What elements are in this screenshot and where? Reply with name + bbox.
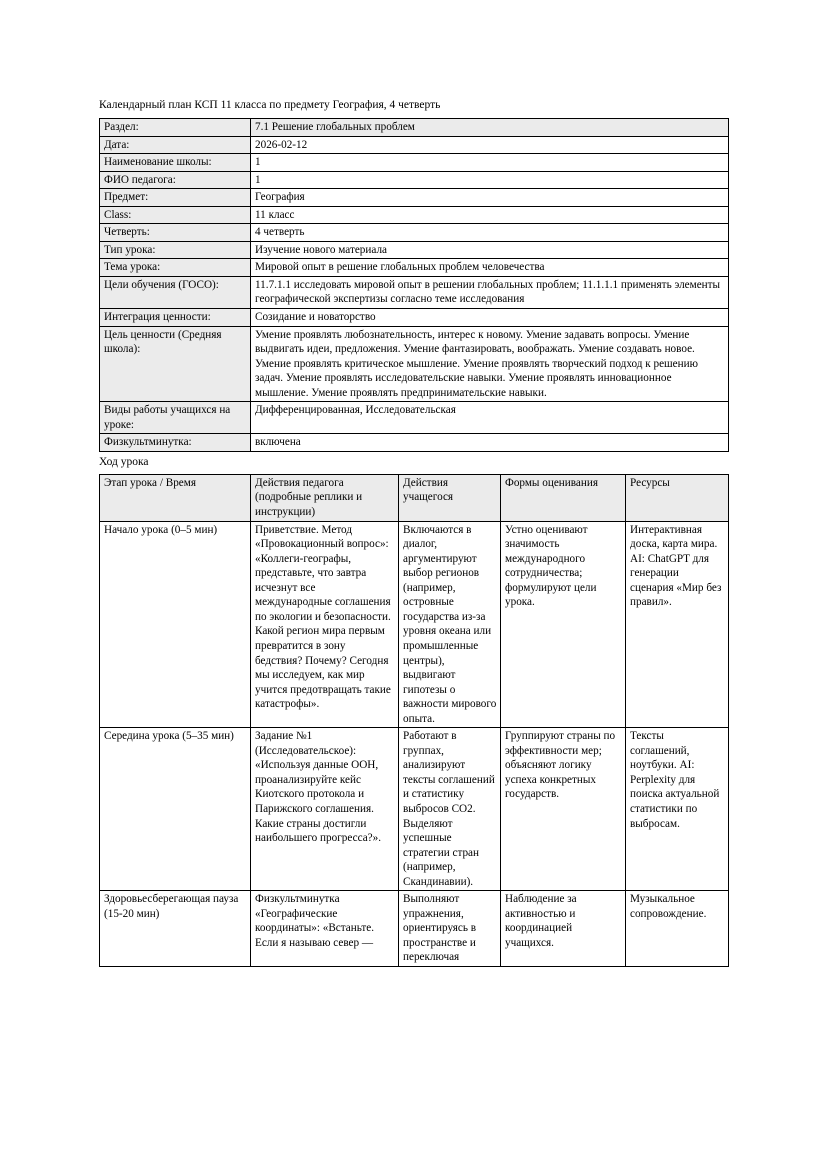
table-row [100,119,729,137]
info-value: 2026-02-12 [251,136,729,154]
cell-teacher-actions: Физкультминутка «Географические координаты»: «Встаньте. Если я называю север — [251,891,399,967]
info-label: Class: [100,206,251,224]
table-row [100,241,729,259]
info-value: 11.7.1.1 исследовать мировой опыт в решении глобальных проблем; 11.1.1.1 применять элементы географической экспертизы согласно теме исследования [251,276,729,308]
info-label: Виды работы учащихся на уроке: [100,402,251,434]
column-header-teacher-actions: Действия педагога (подробные реплики и инструкции) [251,474,399,521]
cell-teacher-actions: Приветствие. Метод «Провокационный вопрос»: «Коллеги-географы, представьте, что завтра исчезнут все международные соглашения по экологии и безопасности. Какой регион мира первым превратится в зону бедствия? Почему? Сегодня мы исследуем, как мир учится предотвращать такие катастрофы». [251,521,399,728]
info-label: Интеграция ценности: [100,309,251,327]
info-label: Предмет: [100,189,251,207]
cell-assessment-forms: Наблюдение за активностью и координацией учащихся. [501,891,626,967]
table-row [100,891,729,967]
column-header-stage: Этап урока / Время [100,474,251,521]
cell-assessment-forms: Группируют страны по эффективности мер; объясняют логику успеха конкретных государств. [501,728,626,891]
info-label: Раздел: [100,119,251,137]
lesson-flow-header [100,474,729,521]
table-row [100,189,729,207]
info-value: Изучение нового материала [251,241,729,259]
table-row [100,521,729,728]
cell-student-actions: Выполняют упражнения, ориентируясь в пространстве и переключая [399,891,501,967]
table-row [100,276,729,308]
info-label: Тип урока: [100,241,251,259]
table-row [100,728,729,891]
column-header-resources: Ресурсы [626,474,729,521]
table-row [100,259,729,277]
page-title: Календарный план КСП 11 класса по предмету География, 4 четверть [99,99,441,111]
cell-resources: Интерактивная доска, карта мира. AI: ChatGPT для генерации сценария «Мир без правил». [626,521,729,728]
info-label: Физкультминутка: [100,434,251,452]
lesson-info-body [100,119,729,452]
lesson-info-table [99,118,729,452]
info-value: 1 [251,154,729,172]
info-value: Созидание и новаторство [251,309,729,327]
info-value: 1 [251,171,729,189]
info-value: 4 четверть [251,224,729,242]
table-header-row [100,474,729,521]
cell-resources: Музыкальное сопровождение. [626,891,729,967]
lesson-flow-body [100,521,729,966]
table-row [100,224,729,242]
info-label: Дата: [100,136,251,154]
info-value: включена [251,434,729,452]
cell-student-actions: Включаются в диалог, аргументируют выбор регионов (например, островные государства из-за уровня океана или промышленные центры), выдвигают гипотезы о важности мирового опыта. [399,521,501,728]
cell-assessment-forms: Устно оценивают значимость международного сотрудничества; формулируют цели урока. [501,521,626,728]
info-label: Четверть: [100,224,251,242]
table-row [100,434,729,452]
info-value: География [251,189,729,207]
column-header-student-actions: Действия учащегося [399,474,501,521]
info-label: Цель ценности (Средняя школа): [100,326,251,402]
cell-stage: Здоровьесберегающая пауза (15-20 мин) [100,891,251,967]
table-row [100,309,729,327]
cell-student-actions: Работают в группах, анализируют тексты соглашений и статистику выбросов CO2. Выделяют успешные стратегии стран (например, Скандинавии). [399,728,501,891]
table-row [100,136,729,154]
cell-stage: Начало урока (0–5 мин) [100,521,251,728]
info-value: 11 класс [251,206,729,224]
info-label: Наименование школы: [100,154,251,172]
table-row [100,154,729,172]
table-row [100,402,729,434]
cell-resources: Тексты соглашений, ноутбуки. AI: Perplexity для поиска актуальной статистики по выбросам. [626,728,729,891]
column-header-assessment-forms: Формы оценивания [501,474,626,521]
info-value: Умение проявлять любознательность, интерес к новому. Умение задавать вопросы. Умение выдвигать идеи, предложения. Умение фантазировать, воображать. Умение создавать новое. Умение проявлять критическое мышление. Умение проявлять творческий подход к решению задач. Умение проявлять исследовательские навыки. Умение проявлять инновационное мышление. Умение проявлять предпринимательские навыки. [251,326,729,402]
info-value: Мировой опыт в решение глобальных проблем человечества [251,259,729,277]
table-row [100,171,729,189]
info-label: Тема урока: [100,259,251,277]
table-row [100,206,729,224]
info-value: 7.1 Решение глобальных проблем [251,119,729,137]
lesson-flow-table [99,474,729,967]
info-label: ФИО педагога: [100,171,251,189]
section-heading-lesson-flow: Ход урока [99,455,149,468]
info-value: Дифференцированная, Исследовательская [251,402,729,434]
table-row [100,326,729,402]
info-label: Цели обучения (ГОСО): [100,276,251,308]
cell-teacher-actions: Задание №1 (Исследовательское): «Используя данные ООН, проанализируйте кейс Киотского протокола и Парижского соглашения. Какие страны достигли наибольшего прогресса?». [251,728,399,891]
cell-stage: Середина урока (5–35 мин) [100,728,251,891]
